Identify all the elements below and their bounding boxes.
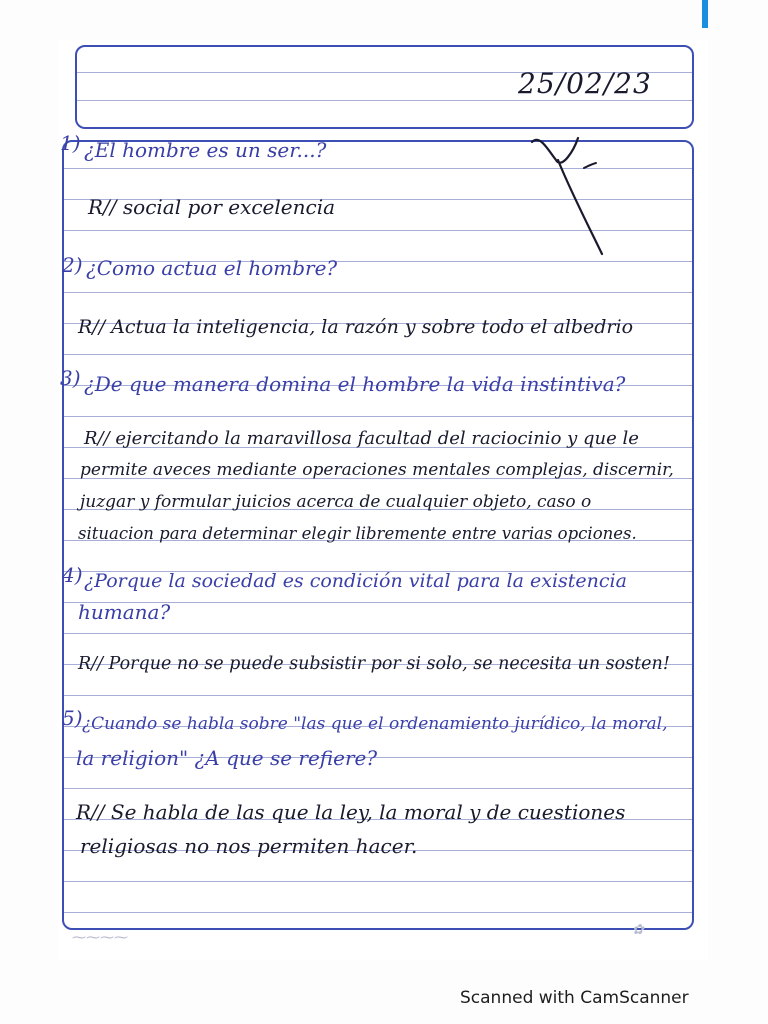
question-text: ¿Cuando se habla sobre "las que el ordenamiento jurídico, la moral, [82,714,668,734]
question-text: ¿El hombre es un ser...? [84,138,327,162]
answer-text: situacion para determinar elegir libremente entre varias opciones. [78,524,637,543]
question-text: humana? [78,600,171,624]
answer-text: R// Porque no se puede subsistir por si solo, se necesita un sosten! [78,654,670,674]
scan-edge-mark [702,0,708,28]
rule-line [64,695,692,696]
answer-text: R// Se habla de las que la ley, la moral y de cuestiones [76,800,626,824]
rule-line [64,292,692,293]
question-text: ¿Porque la sociedad es condición vital para la existencia [84,570,627,592]
question-number: 5) [62,706,83,730]
question-number: 2) [62,253,83,277]
answer-text: religiosas no nos permiten hacer. [80,834,418,858]
question-number: 3) [60,366,81,390]
question-text: ¿De que manera domina el hombre la vida instintiva? [84,372,626,396]
scanner-watermark: Scanned with CamScanner [460,988,689,1008]
rule-line [64,354,692,355]
rule-line [64,912,692,913]
rule-line [77,100,692,101]
answer-text: R// social por excelencia [88,195,336,219]
rule-line [64,633,692,634]
notebook-logo-mark: ✿ [632,922,644,938]
answer-text: R// Actua la inteligencia, la razón y sobre todo el albedrio [78,316,634,338]
question-text: la religion" ¿A que se refiere? [76,746,378,770]
question-number: 1) [60,131,81,155]
answer-text: R// ejercitando la maravillosa facultad del raciocinio y que le [84,428,639,449]
question-number: 4) [62,563,83,587]
date-text: 25/02/23 [518,67,652,100]
rule-line [64,788,692,789]
answer-text: juzgar y formular juicios acerca de cualquier objeto, caso o [80,492,592,512]
check-mark-icon [518,130,628,260]
question-text: ¿Como actua el hombre? [86,256,338,280]
rule-line [64,881,692,882]
notebook-brand-mark: ⁓⁓⁓⁓ [72,930,128,946]
answer-text: permite aveces mediante operaciones mentales complejas, discernir, [80,460,674,480]
rule-line [64,416,692,417]
